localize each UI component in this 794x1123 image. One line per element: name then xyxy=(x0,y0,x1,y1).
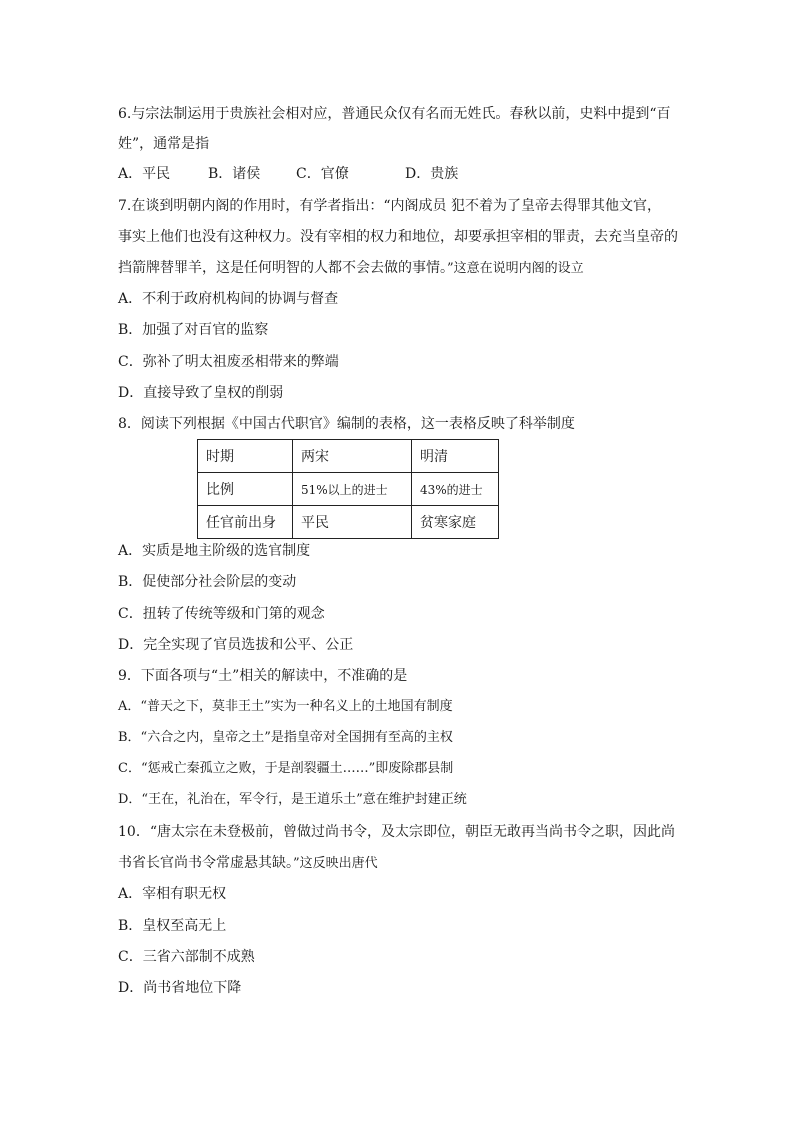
q7-option-a: A．不利于政府机构间的协调与督查 xyxy=(118,291,339,307)
table-row xyxy=(198,506,499,539)
table-cell: 51%以上的进士 xyxy=(293,473,412,506)
q9-option-c: C．“惩戒亡秦孤立之败，于是剖裂疆土……”即废除郡县制 xyxy=(118,761,454,776)
q8-stem: 8．阅读下列根据《中国古代职官》编制的表格，这一表格反映了科举制度 xyxy=(118,416,575,432)
q10-stem-line2-tail: ”这反映出唐代 xyxy=(293,856,378,871)
table-cell: 任官前出身 xyxy=(198,506,293,539)
q10-stem-line1: 10．“唐太宗在未登极前，曾做过尚书令，及太宗即位，朝臣无敢再当尚书令之职，因此尚 xyxy=(118,824,675,840)
table-cell: 时期 xyxy=(198,440,293,473)
q6-option-b: B．诸侯 xyxy=(208,166,261,182)
q9-option-b: B．“六合之内，皇帝之土”是指皇帝对全国拥有至高的主权 xyxy=(118,730,453,745)
q6-stem-line1: 6.与宗法制运用于贵族社会相对应，普通民众仅有名而无姓氏。春秋以前，史料中提到“百 xyxy=(118,106,671,122)
q7-option-d: D．直接导致了皇权的削弱 xyxy=(118,385,284,401)
q9-stem: 9．下面各项与“土”相关的解读中，不准确的是 xyxy=(118,668,408,684)
table-cell: 43%的进士 xyxy=(412,473,499,506)
q6-stem-line2: 姓”，通常是指 xyxy=(118,136,210,152)
table-cell: 明清 xyxy=(412,440,499,473)
q7-stem-line3-tail: ”这意在说明内阁的设立 xyxy=(447,261,584,276)
q7-option-c: C．弥补了明太祖废丞相带来的弊端 xyxy=(118,354,339,370)
q10-option-a: A．宰相有职无权 xyxy=(118,886,227,902)
q8-option-b: B．促使部分社会阶层的变动 xyxy=(118,574,297,590)
q9-option-a: A．“普天之下，莫非王土”实为一种名义上的土地国有制度 xyxy=(118,699,453,714)
table-cell: 比例 xyxy=(198,473,293,506)
q6-option-a: A．平民 xyxy=(118,166,171,182)
table-cell: 平民 xyxy=(293,506,412,539)
q9-option-d: D．“王在，礼治在，军令行，是王道乐土”意在维护封建正统 xyxy=(118,792,467,807)
q10-stem-line2 xyxy=(118,853,378,874)
q7-option-b: B．加强了对百官的监察 xyxy=(118,322,269,338)
q7-stem-line2: 事实上他们也没有这种权力。没有宰相的权力和地位，却要承担宰相的罪责，去充当皇帝的 xyxy=(118,229,678,245)
table-row xyxy=(198,440,499,473)
q7-stem-line3 xyxy=(118,258,584,279)
table-cell: 贫寒家庭 xyxy=(412,506,499,539)
q10-option-d: D．尚书省地位下降 xyxy=(118,980,242,996)
q7-stem-line3-main: 挡箭牌替罪羊，这是任何明智的人都不会去做的事情。 xyxy=(118,260,447,276)
q8-option-c: C．扭转了传统等级和门第的观念 xyxy=(118,606,325,622)
q8-option-d: D．完全实现了官员选拔和公平、公正 xyxy=(118,637,354,653)
table-cell: 两宋 xyxy=(293,440,412,473)
q8-table xyxy=(197,439,499,539)
q8-option-a: A．实质是地主阶级的选官制度 xyxy=(118,543,311,559)
q10-option-c: C．三省六部制不成熟 xyxy=(118,949,255,965)
q6-option-c: C．官僚 xyxy=(296,166,349,182)
q10-stem-line2-main: 书省长官尚书令常虚悬其缺。 xyxy=(118,855,293,871)
q6-option-d: D．贵族 xyxy=(405,166,459,182)
table-row xyxy=(198,473,499,506)
q7-stem-line1: 7.在谈到明朝内阁的作用时，有学者指出：“内阁成员 犯不着为了皇帝去得罪其他文官， xyxy=(118,198,661,214)
q10-option-b: B．皇权至高无上 xyxy=(118,918,227,934)
